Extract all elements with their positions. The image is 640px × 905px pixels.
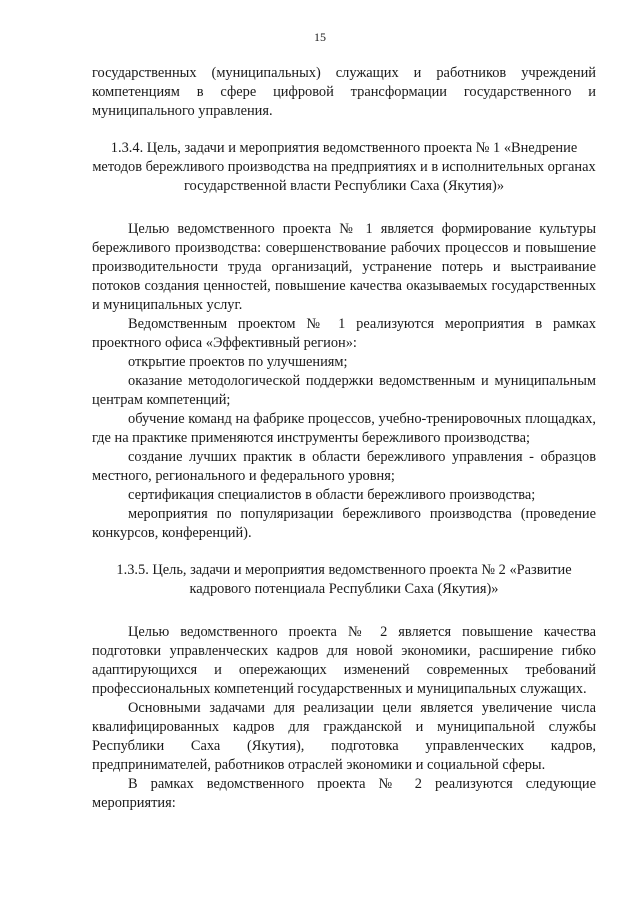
activity-item: мероприятия по популяризации бережливого производства (проведение конкурсов, конференций). [92,506,596,541]
activity-item: сертификация специалистов в области бережливого производства; [128,487,536,503]
activity-item: открытие проектов по улучшениям; [128,354,348,370]
document-body [92,64,596,813]
activity-item: создание лучших практик в области бережливого управления - образцов местного, регионального и федерального уровня; [92,449,596,484]
project-1-goal: Целью ведомственного проекта № 1 является формирование культуры бережливого производства: совершенствование рабочих процессов и повышение производительности труда организаций, устранение потерь и выстраивание потоков создания ценностей, повышение качества оказываемых государственных и муниципальных услуг. [92,221,596,313]
project-2-activities-intro: В рамках ведомственного проекта № 2 реализуются следующие мероприятия: [92,776,596,811]
page-number: 15 [314,30,326,44]
activity-item: оказание методологической поддержки ведомственным и муниципальным центрам компетенций; [92,373,596,408]
project-1-activities-intro: Ведомственным проектом № 1 реализуются мероприятия в рамках проектного офиса «Эффективный регион»: [92,316,596,351]
section-heading-1-3-4: 1.3.4. Цель, задачи и мероприятия ведомственного проекта № 1 «Внедрение методов бережливого производства на предприятиях и в исполнительных органах государственной власти Республики Саха (Якутия)» [92,140,596,194]
section-heading-1-3-5: 1.3.5. Цель, задачи и мероприятия ведомственного проекта № 2 «Развитие кадрового потенциала Республики Саха (Якутия)» [116,562,572,597]
project-2-goal: Целью ведомственного проекта № 2 является повышение качества подготовки управленческих кадров для новой экономики, расширение гибко адаптирующихся и опережающих изменений современных требований профессиональных компетенций государственных и муниципальных служащих. [92,624,596,697]
project-2-tasks: Основными задачами для реализации цели является увеличение числа квалифицированных кадров для гражданской и муниципальной службы Республики Саха (Якутия), подготовка управленческих кадров, предпринимателей, работников отраслей экономики и социальной сферы. [92,700,596,773]
activity-item: обучение команд на фабрике процессов, учебно-тренировочных площадках, где на практике применяются инструменты бережливого производства; [92,411,596,446]
intro-paragraph: государственных (муниципальных) служащих и работников учреждений компетенциям в сфере цифровой трансформации государственного и муниципального управления. [92,65,596,119]
